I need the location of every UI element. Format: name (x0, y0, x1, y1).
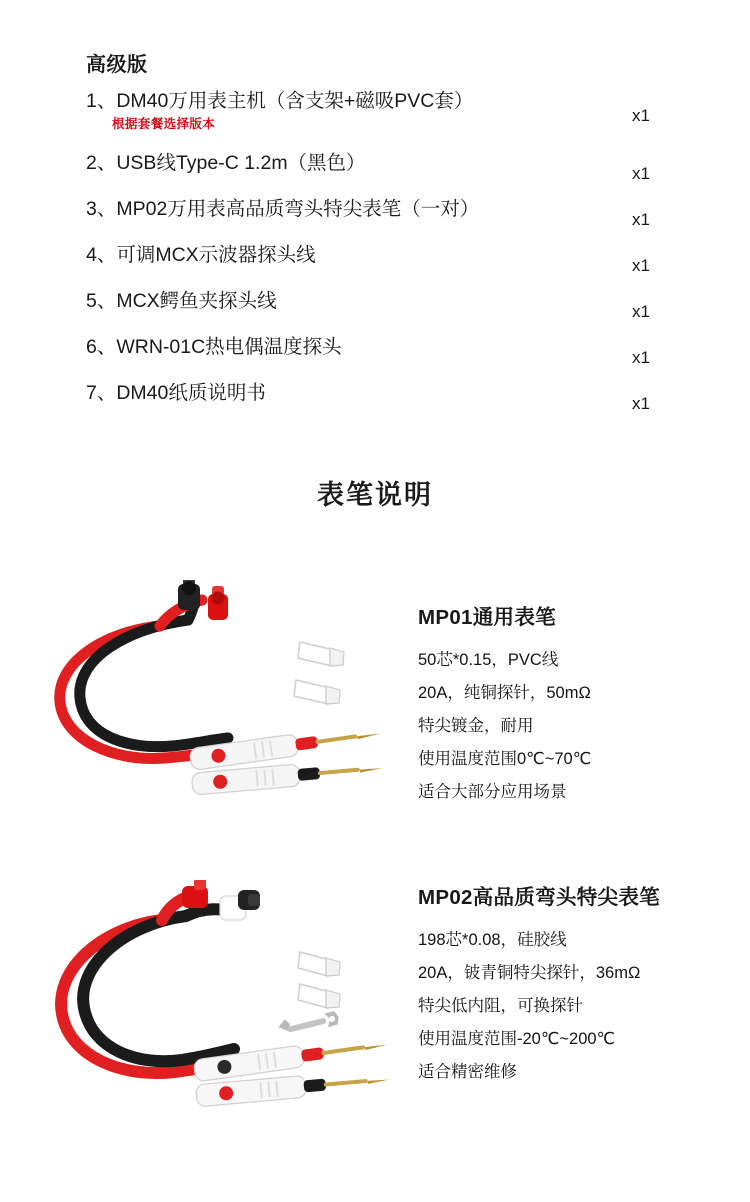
probe-spec: 20A，纯铜探针，50mΩ (418, 684, 591, 702)
list-item (86, 88, 666, 150)
probe-mp01-info (418, 600, 591, 809)
package-title: 高级版 (86, 54, 148, 76)
probe-spec: 198芯*0.08，硅胶线 (418, 931, 567, 949)
probe-spec: 适合大部分应用场景 (418, 783, 567, 801)
list-item (86, 288, 666, 334)
probe-name: MP01通用表笔 (418, 606, 556, 629)
list-item-qty: x1 (632, 164, 650, 183)
probe-spec: 适合精密维修 (418, 1063, 517, 1081)
probe-spec: 50芯*0.15，PVC线 (418, 651, 559, 669)
list-item-qty: x1 (632, 256, 650, 275)
probe-spec: 20A，铍青铜特尖探针，36mΩ (418, 964, 641, 982)
list-item (86, 334, 666, 380)
list-item-qty: x1 (632, 348, 650, 367)
probe-mp02-info (418, 880, 660, 1089)
list-item (86, 242, 666, 288)
probe-name: MP02高品质弯头特尖表笔 (418, 886, 660, 909)
list-item-text: 3、MP02万用表高品质弯头特尖表笔（一对） (86, 198, 480, 220)
mp01-probe-photo (42, 580, 402, 810)
list-item (86, 150, 666, 196)
section-heading: 表笔说明 (317, 480, 433, 510)
list-item-text: 1、DM40万用表主机（含支架+磁吸PVC套） (86, 90, 474, 112)
list-item-qty: x1 (632, 394, 650, 413)
list-item-qty: x1 (632, 106, 650, 125)
package-version-note: 根据套餐选择版本 (112, 117, 216, 131)
list-item-text: 2、USB线Type-C 1.2m（黑色） (86, 152, 366, 174)
package-list (86, 88, 666, 426)
list-item (86, 380, 666, 426)
mp02-probe-photo (42, 880, 402, 1120)
probe-spec: 使用温度范围-20℃~200℃ (418, 1030, 616, 1048)
list-item-qty: x1 (632, 210, 650, 229)
list-item-text: 7、DM40纸质说明书 (86, 382, 266, 404)
probe-spec: 使用温度范围0℃~70℃ (418, 750, 592, 768)
wrench-icon (277, 1006, 341, 1038)
probe-spec: 特尖镀金，耐用 (418, 717, 534, 735)
probe-spec: 特尖低内阻，可换探针 (418, 997, 583, 1015)
list-item-qty: x1 (632, 302, 650, 321)
list-item (86, 196, 666, 242)
list-item-text: 6、WRN-01C热电偶温度探头 (86, 336, 342, 358)
list-item-text: 4、可调MCX示波器探头线 (86, 244, 316, 266)
list-item-text: 5、MCX鳄鱼夹探头线 (86, 290, 277, 312)
